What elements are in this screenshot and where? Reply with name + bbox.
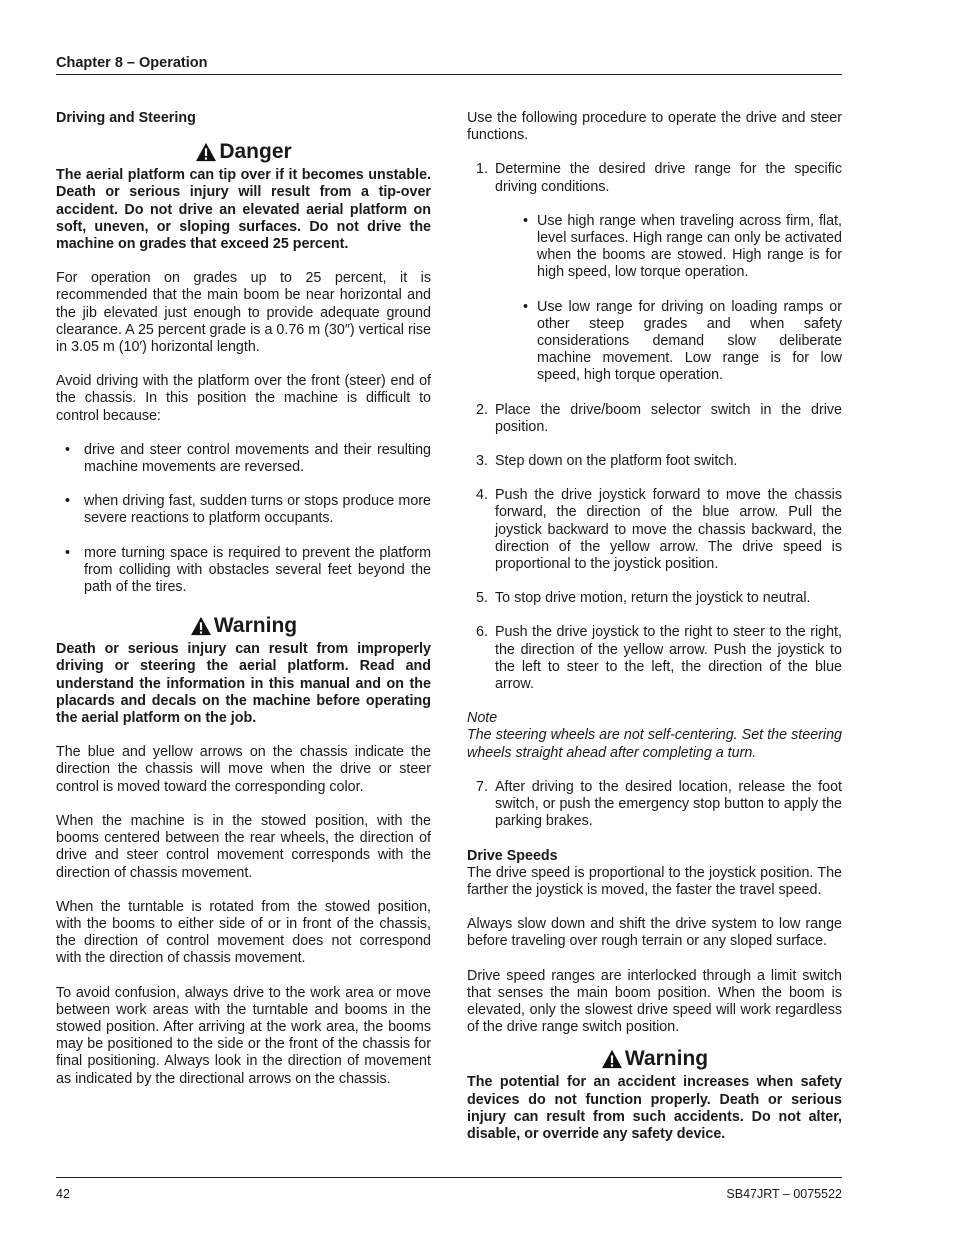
procedure-steps-cont (467, 779, 842, 831)
note-label: Note (467, 710, 498, 727)
step-item (467, 779, 842, 831)
step-number: 6. (476, 624, 488, 641)
list-item: • drive and steer control movements and their resulting machine movements are reversed. (56, 442, 431, 476)
warning-triangle-icon (190, 616, 212, 636)
step-text: Push the drive joystick forward to move the chassis forward, the direction of the blue arrow. Pull the joystick backward to move the chassis backward, the direction of the yellow arrow. The drive speed is proportional to the joystick position. (495, 487, 842, 573)
warning-label: Warning (213, 614, 298, 638)
paragraph: Drive speed ranges are interlocked through a limit switch that senses the main boom position. When the boom is elevated, only the slowest drive speed will work regardless of the drive range switch position. (467, 967, 842, 1036)
drive-speeds-title: Drive Speeds (467, 847, 558, 864)
warning-label: Warning (624, 1047, 709, 1071)
step-text: Push the drive joystick to the right to steer to the right, the direction of the yellow arrow. Push the joystick to the left to steer to the left, the direction of the blue arrow. (495, 624, 842, 693)
page-number: 42 (56, 1187, 70, 1201)
document-id: SB47JRT – 0075522 (726, 1187, 842, 1201)
list-item: • Use low range for driving on loading ramps or other steep grades and when safety considerations demand slow deliberate machine movement. Low range is for low speed, high torque operation. (523, 299, 842, 385)
list-item: • when driving fast, sudden turns or stops produce more severe reactions to platform occupants. (56, 493, 431, 527)
warning-triangle-icon (195, 142, 217, 162)
sub-bullet-list (495, 213, 842, 385)
step-text: After driving to the desired location, release the foot switch, or push the emergency stop button to apply the parking brakes. (495, 778, 842, 830)
step-item (467, 487, 842, 573)
paragraph: Avoid driving with the platform over the front (steer) end of the chassis. In this position the machine is difficult to control because: (56, 373, 431, 424)
step-text: To stop drive motion, return the joystick to neutral. (495, 590, 811, 607)
paragraph: When the machine is in the stowed position, with the booms centered between the rear wheels, the direction of drive and steer control movement corresponds with the direction of chassis movement. (56, 812, 431, 881)
paragraph: The drive speed is proportional to the joystick position. The farther the joystick is moved, the faster the travel speed. (467, 864, 842, 898)
step-number: 5. (476, 590, 488, 607)
step-text: Determine the desired drive range for the specific driving conditions. (495, 161, 842, 195)
section-title: Driving and Steering (56, 110, 196, 126)
note-text: The steering wheels are not self-centering. Set the steering wheels straight ahead after completing a turn. (467, 727, 842, 761)
step-number: 4. (476, 487, 488, 504)
paragraph: Always slow down and shift the drive system to low range before traveling over rough terrain or any sloped surface. (467, 916, 842, 950)
danger-heading (56, 139, 431, 165)
paragraph: When the turntable is rotated from the stowed position, with the booms to either side of or in front of the chassis, the direction of control movement does not correspond with the direction of chassis movement. (56, 898, 431, 967)
list-item: • Use high range when traveling across firm, flat, level surfaces. High range can only be activated when the booms are stowed. High range is for high speed, low torque operation. (523, 213, 842, 282)
right-column (467, 110, 842, 1160)
step-text: Place the drive/boom selector switch in the drive position. (495, 401, 842, 435)
step-number: 1. (476, 161, 488, 178)
step-item (467, 590, 842, 607)
danger-text: The aerial platform can tip over if it becomes unstable. Death or serious injury will result from a tip-over accident. Do not drive an elevated aerial platform on soft, uneven, or sloping surfaces. Do not drive the machine on grades that exceed 25 percent. (56, 167, 431, 253)
paragraph: Use the following procedure to operate the drive and steer functions. (467, 110, 842, 144)
step-number: 3. (476, 453, 488, 470)
chapter-header: Chapter 8 – Operation (56, 55, 842, 75)
step-number: 2. (476, 401, 488, 418)
step-item (467, 453, 842, 470)
step-text: Step down on the platform foot switch. (495, 453, 738, 470)
step-item (467, 624, 842, 693)
warning-heading (467, 1046, 842, 1072)
list-item: • more turning space is required to prevent the platform from colliding with obstacles several feet beyond the path of the tires. (56, 545, 431, 597)
step-item (467, 161, 842, 384)
danger-label: Danger (219, 140, 292, 164)
paragraph: For operation on grades up to 25 percent, it is recommended that the main boom be near horizontal and the jib elevated just enough to provide adequate ground clearance. A 25 percent grade is a 0.76 m (30″) vertical rise in 3.05 m (10′) horizontal length. (56, 270, 431, 356)
warning-text: The potential for an accident increases when safety devices do not function properly. Death or serious injury can result from such accidents. Do not alter, disable, or override any safety device. (467, 1074, 842, 1142)
warning-triangle-icon (601, 1049, 623, 1069)
procedure-steps (467, 161, 842, 693)
page-footer (56, 1177, 842, 1201)
step-number: 7. (476, 778, 488, 795)
paragraph: The blue and yellow arrows on the chassis indicate the direction the chassis will move when the drive or steer control is moved toward the corresponding color. (56, 744, 431, 795)
step-item (467, 402, 842, 436)
paragraph: To avoid confusion, always drive to the work area or move between work areas with the turntable and booms in the stowed position. After arriving at the work area, the booms may be positioned to the side or the front of the chassis for final positioning. Always look in the direction of movement as indicated by the directional arrows on the chassis. (56, 984, 431, 1087)
warning-text: Death or serious injury can result from improperly driving or steering the aerial platform. Read and understand the information in this manual and on the placards and decals on the machine before operating the aerial platform on the job. (56, 641, 431, 727)
bullet-list (56, 442, 431, 596)
left-column (56, 110, 431, 1105)
warning-heading (56, 613, 431, 639)
